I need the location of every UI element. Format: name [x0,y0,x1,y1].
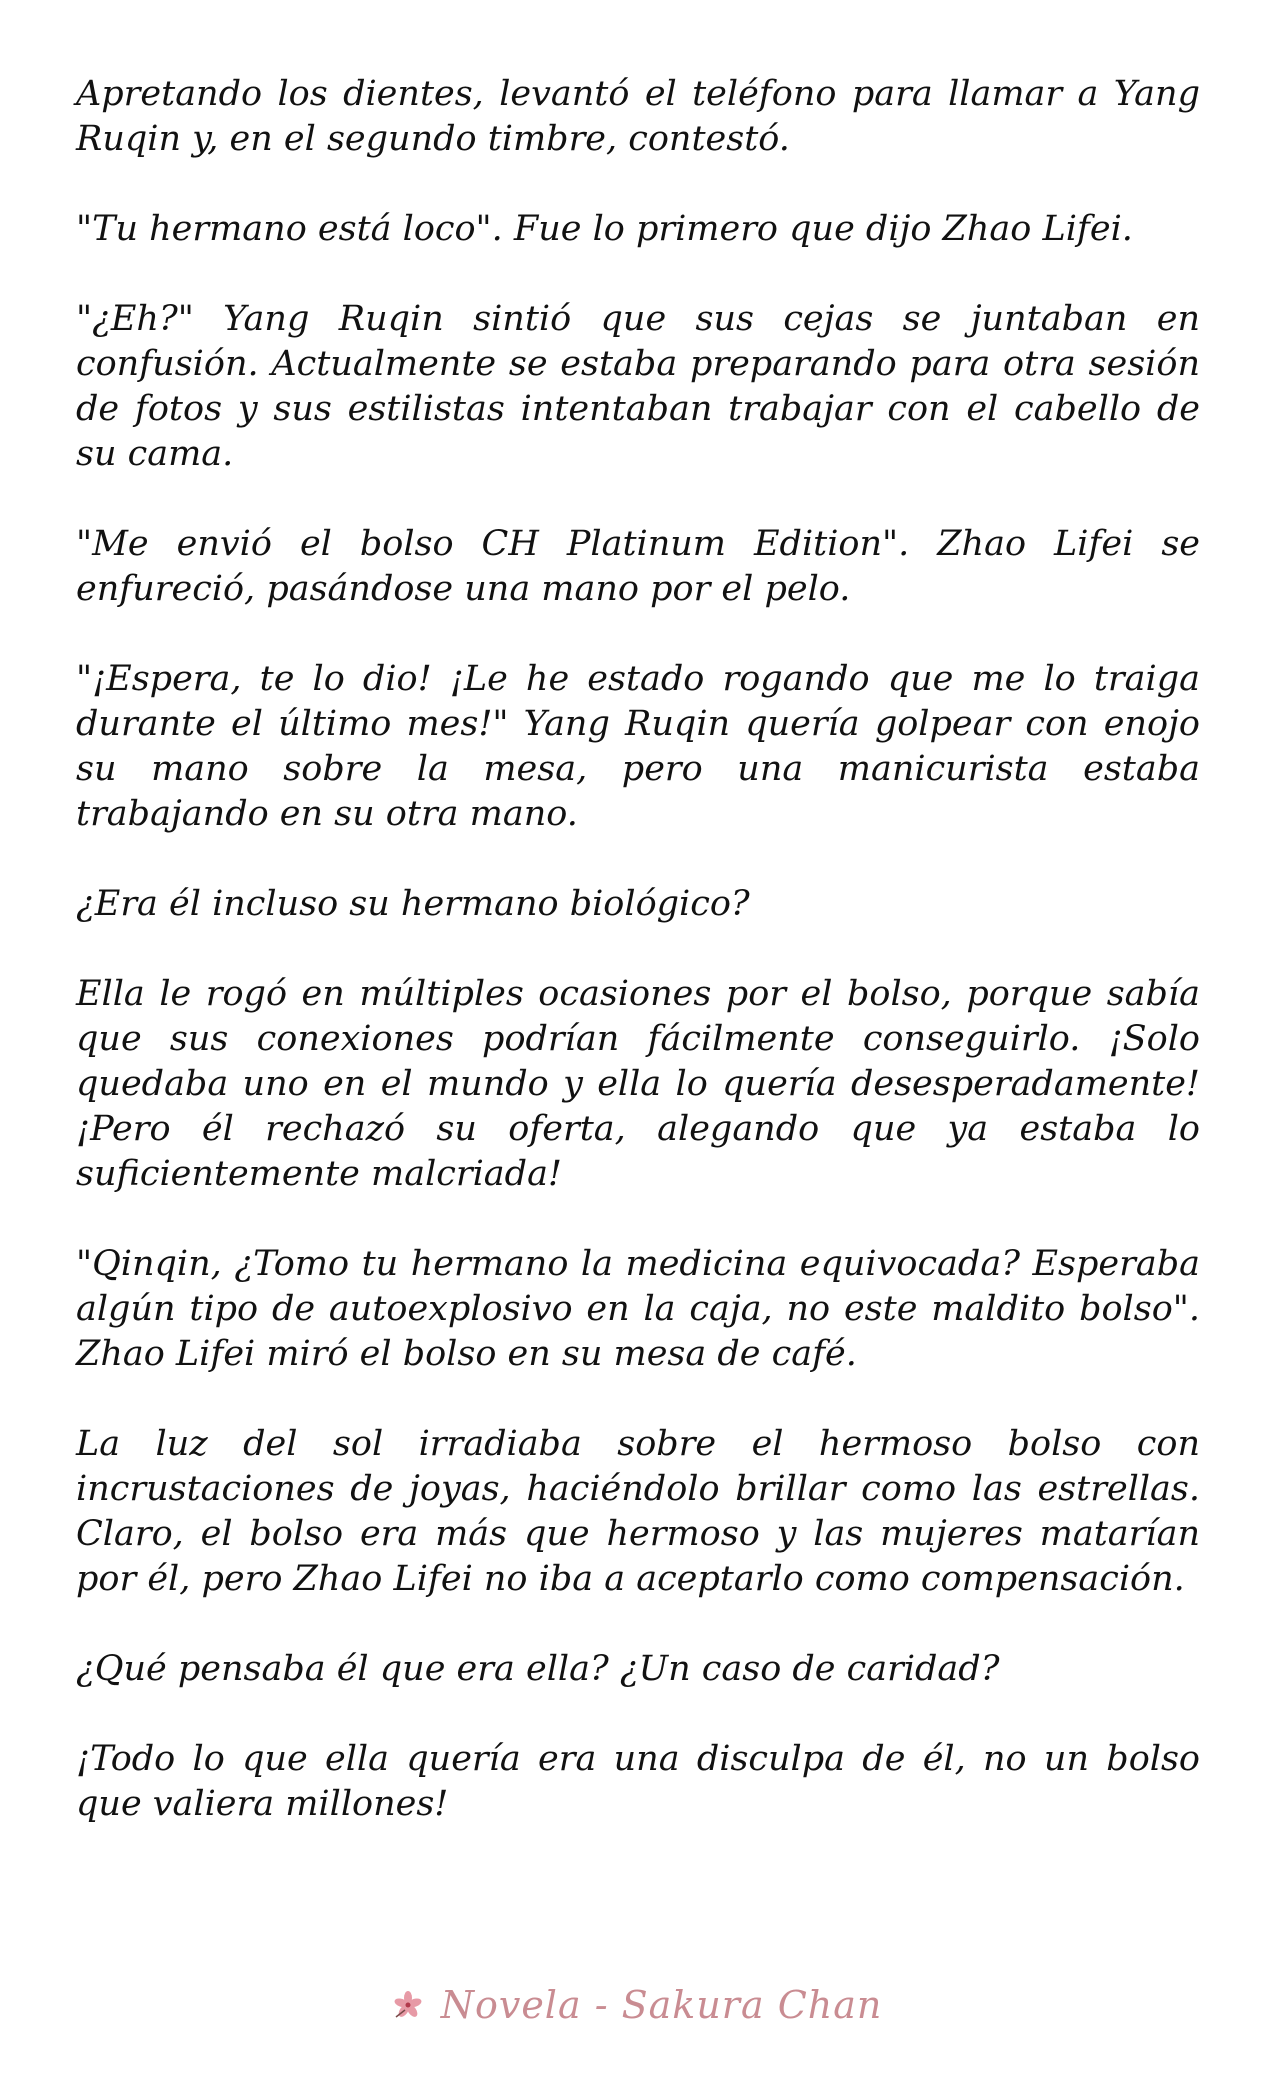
paragraph-3: "¿Eh?" Yang Ruqin sintió que sus cejas se juntaban en confusión. Actualmente se estaba preparando para otra sesión de fotos y sus estilistas intentaban trabajar con el cabello de su cama. [76,299,1200,474]
paragraph-6: ¿Era él incluso su hermano biológico? [76,884,750,924]
footer-text: Novela - Sakura Chan [440,1983,883,2027]
paragraph-10: ¿Qué pensaba él que era ella? ¿Un caso de caridad? [76,1649,1000,1689]
sakura-flower-icon [393,1985,423,2015]
paragraph-9: La luz del sol irradiaba sobre el hermoso bolso con incrustaciones de joyas, haciéndolo brillar como las estrellas. Claro, el bolso era más que hermoso y las mujeres matarían por él, pero Zhao Lifei no iba a aceptarlo como compensación. [76,1424,1200,1599]
paragraph-4: "Me envió el bolso CH Platinum Edition". Zhao Lifei se enfureció, pasándose una mano por el pelo. [76,524,1200,609]
paragraph-1: Apretando los dientes, levantó el teléfono para llamar a Yang Ruqin y, en el segundo timbre, contestó. [76,74,1200,159]
paragraph-11: ¡Todo lo que ella quería era una disculpa de él, no un bolso que valiera millones! [76,1739,1200,1824]
paragraph-5: "¡Espera, te lo dio! ¡Le he estado rogando que me lo traiga durante el último mes!" Yang Ruqin quería golpear con enojo su mano sobre la mesa, pero una manicurista estaba trabajando en su otra mano. [76,659,1200,834]
footer-watermark [0,1983,1275,2027]
paragraph-7: Ella le rogó en múltiples ocasiones por el bolso, porque sabía que sus conexiones podrían fácilmente conseguirlo. ¡Solo quedaba uno en el mundo y ella lo quería desesperadamente! ¡Pero él rechazó su oferta, alegando que ya estaba lo suficientemente malcriada! [76,974,1200,1194]
paragraph-8: "Qinqin, ¿Tomo tu hermano la medicina equivocada? Esperaba algún tipo de autoexplosivo en la caja, no este maldito bolso". Zhao Lifei miró el bolso en su mesa de café. [76,1244,1200,1374]
paragraph-2: "Tu hermano está loco". Fue lo primero que dijo Zhao Lifei. [76,209,1133,249]
story-text [76,72,1200,1872]
